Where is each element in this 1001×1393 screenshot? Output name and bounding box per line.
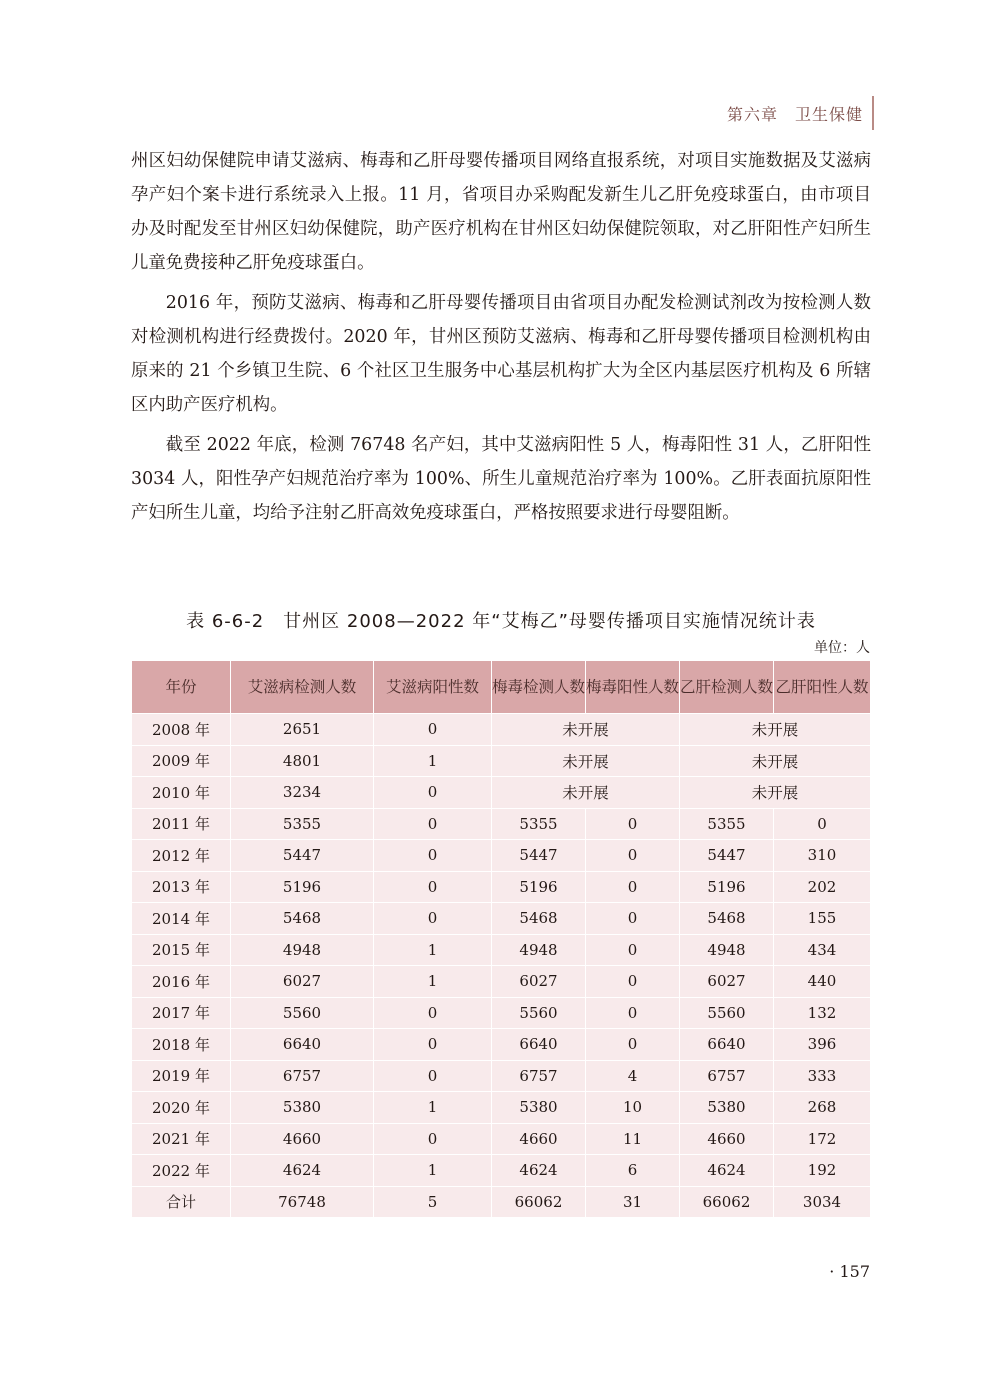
table-cell: 5560 — [680, 997, 774, 1029]
table-cell: 2014 年 — [132, 903, 231, 935]
column-header: 梅毒检测人数 — [492, 661, 586, 714]
table-cell: 0 — [586, 840, 680, 872]
table-cell: 0 — [586, 966, 680, 998]
table-cell: 5447 — [231, 840, 374, 872]
table-cell: 2019 年 — [132, 1060, 231, 1092]
table-cell: 10 — [586, 1092, 680, 1124]
table-cell: 4660 — [231, 1123, 374, 1155]
table-cell: 4 — [586, 1060, 680, 1092]
column-header: 艾滋病阳性数 — [374, 661, 492, 714]
total-cell: 76748 — [231, 1186, 374, 1218]
total-cell: 66062 — [492, 1186, 586, 1218]
table-cell: 2010 年 — [132, 777, 231, 809]
table-cell: 5355 — [231, 808, 374, 840]
table-cell: 2017 年 — [132, 997, 231, 1029]
table-row — [132, 840, 871, 872]
total-cell: 66062 — [680, 1186, 774, 1218]
table-cell: 0 — [374, 777, 492, 809]
table-cell: 155 — [774, 903, 871, 935]
chapter-title: 第六章 卫生保健 — [726, 105, 863, 124]
table-cell: 2016 年 — [132, 966, 231, 998]
table-cell: 132 — [774, 997, 871, 1029]
paragraph: 州区妇幼保健院申请艾滋病、梅毒和乙肝母婴传播项目网络直报系统，对项目实施数据及艾滋病孕产妇个案卡进行系统录入上报。11 月，省项目办采购配发新生儿乙肝免疫球蛋白，由市项目办及时配发至甘州区妇幼保健院，助产医疗机构在甘州区妇幼保健院领取，对乙肝阳性产妇所生儿童免费接种乙肝免疫球蛋白。 — [131, 151, 871, 273]
table-cell: 5196 — [492, 871, 586, 903]
table-cell: 5380 — [231, 1092, 374, 1124]
table-body — [132, 714, 871, 1218]
table-cell: 6027 — [231, 966, 374, 998]
table-cell: 0 — [374, 808, 492, 840]
total-cell: 合计 — [132, 1186, 231, 1218]
table-cell: 5560 — [231, 997, 374, 1029]
table-cell: 6640 — [492, 1029, 586, 1061]
paragraph: 2016 年，预防艾滋病、梅毒和乙肝母婴传播项目由省项目办配发检测试剂改为按检测人数对检测机构进行经费拨付。2020 年，甘州区预防艾滋病、梅毒和乙肝母婴传播项目检测机构由原来的 21 个乡镇卫生院、6 个社区卫生服务中心基层机构扩大为全区内基层医疗机构及 6 所辖区内助产医疗机构。 — [131, 293, 871, 415]
table-row — [132, 1060, 871, 1092]
table-cell: 4948 — [492, 934, 586, 966]
table-cell: 6757 — [231, 1060, 374, 1092]
table-cell: 4948 — [680, 934, 774, 966]
table-cell: 2013 年 — [132, 871, 231, 903]
table-row — [132, 903, 871, 935]
table-unit: 单位：人 — [814, 640, 870, 656]
table-cell: 6640 — [231, 1029, 374, 1061]
table-cell: 3234 — [231, 777, 374, 809]
table-cell: 6027 — [492, 966, 586, 998]
table-cell: 4948 — [231, 934, 374, 966]
table-row — [132, 934, 871, 966]
table-title: 表 6-6-2 甘州区 2008—2022 年“艾梅乙”母婴传播项目实施情况统计表 — [186, 611, 816, 632]
table-cell: 5196 — [231, 871, 374, 903]
not-started-cell: 未开展 — [680, 777, 871, 809]
table-cell: 333 — [774, 1060, 871, 1092]
table-cell: 5380 — [680, 1092, 774, 1124]
table-cell: 4624 — [680, 1155, 774, 1187]
not-started-cell: 未开展 — [680, 714, 871, 746]
table-cell: 4801 — [231, 745, 374, 777]
not-started-cell: 未开展 — [680, 745, 871, 777]
page-number: · 157 — [829, 1262, 870, 1281]
table-cell: 2021 年 — [132, 1123, 231, 1155]
table-cell: 1 — [374, 745, 492, 777]
column-header: 乙肝阳性人数 — [774, 661, 871, 714]
table-cell: 0 — [374, 1029, 492, 1061]
table-cell: 11 — [586, 1123, 680, 1155]
table-cell: 6 — [586, 1155, 680, 1187]
table-cell: 6640 — [680, 1029, 774, 1061]
table-header-row — [132, 661, 871, 714]
table-cell: 0 — [586, 808, 680, 840]
table-cell: 2012 年 — [132, 840, 231, 872]
table-cell: 5560 — [492, 997, 586, 1029]
table-cell: 0 — [586, 871, 680, 903]
running-header — [0, 96, 1001, 132]
column-header: 年份 — [132, 661, 231, 714]
table-cell: 2011 年 — [132, 808, 231, 840]
table-cell: 5468 — [492, 903, 586, 935]
table-cell: 2022 年 — [132, 1155, 231, 1187]
table-cell: 0 — [374, 840, 492, 872]
table-cell: 2018 年 — [132, 1029, 231, 1061]
table-row — [132, 966, 871, 998]
table-cell: 6757 — [680, 1060, 774, 1092]
table-cell: 5468 — [680, 903, 774, 935]
table-cell: 0 — [374, 714, 492, 746]
table-row — [132, 714, 871, 746]
table-cell: 0 — [374, 871, 492, 903]
table-cell: 0 — [586, 903, 680, 935]
total-row — [132, 1186, 871, 1218]
table-cell: 6757 — [492, 1060, 586, 1092]
not-started-cell: 未开展 — [492, 777, 680, 809]
table-cell: 396 — [774, 1029, 871, 1061]
table-cell: 1 — [374, 966, 492, 998]
table-cell: 4624 — [231, 1155, 374, 1187]
table-cell: 5447 — [680, 840, 774, 872]
table-cell: 1 — [374, 1092, 492, 1124]
table-cell: 6027 — [680, 966, 774, 998]
table-row — [132, 1092, 871, 1124]
table-cell: 268 — [774, 1092, 871, 1124]
table-row — [132, 808, 871, 840]
table-cell: 0 — [374, 1123, 492, 1155]
table-cell: 192 — [774, 1155, 871, 1187]
table-cell: 2008 年 — [132, 714, 231, 746]
table-cell: 2009 年 — [132, 745, 231, 777]
table-cell: 172 — [774, 1123, 871, 1155]
total-cell: 31 — [586, 1186, 680, 1218]
table-cell: 2020 年 — [132, 1092, 231, 1124]
table-row — [132, 777, 871, 809]
table-row — [132, 871, 871, 903]
table-cell: 440 — [774, 966, 871, 998]
table-cell: 0 — [586, 997, 680, 1029]
paragraph: 截至 2022 年底，检测 76748 名产妇，其中艾滋病阳性 5 人，梅毒阳性 31 人，乙肝阳性 3034 人，阳性孕产妇规范治疗率为 100%、所生儿童规范治疗率为 100%。乙肝表面抗原阳性产妇所生儿童，均给予注射乙肝高效免疫球蛋白，严格按照要求进行母婴阻断。 — [131, 435, 871, 523]
table-row — [132, 997, 871, 1029]
table-cell: 1 — [374, 934, 492, 966]
table-cell: 2015 年 — [132, 934, 231, 966]
table-cell: 5355 — [680, 808, 774, 840]
not-started-cell: 未开展 — [492, 745, 680, 777]
total-cell: 5 — [374, 1186, 492, 1218]
table-cell: 0 — [586, 1029, 680, 1061]
body-text — [131, 144, 871, 536]
table-cell: 4660 — [680, 1123, 774, 1155]
table-cell: 5380 — [492, 1092, 586, 1124]
table-cell: 2651 — [231, 714, 374, 746]
table-cell: 4624 — [492, 1155, 586, 1187]
table-cell: 4660 — [492, 1123, 586, 1155]
table-cell: 0 — [374, 903, 492, 935]
table-cell: 5447 — [492, 840, 586, 872]
table-cell: 5468 — [231, 903, 374, 935]
table-cell: 434 — [774, 934, 871, 966]
column-header: 乙肝检测人数 — [680, 661, 774, 714]
table-cell: 5355 — [492, 808, 586, 840]
not-started-cell: 未开展 — [492, 714, 680, 746]
table-cell: 1 — [374, 1155, 492, 1187]
table-row — [132, 745, 871, 777]
table-cell: 202 — [774, 871, 871, 903]
table-row — [132, 1029, 871, 1061]
column-header: 梅毒阳性人数 — [586, 661, 680, 714]
table-row — [132, 1155, 871, 1187]
table-cell: 0 — [374, 997, 492, 1029]
table-cell: 0 — [374, 1060, 492, 1092]
table-cell: 310 — [774, 840, 871, 872]
total-cell: 3034 — [774, 1186, 871, 1218]
header-divider — [872, 96, 874, 130]
table-cell: 0 — [586, 934, 680, 966]
table-cell: 5196 — [680, 871, 774, 903]
column-header: 艾滋病检测人数 — [231, 661, 374, 714]
table-row — [132, 1123, 871, 1155]
statistics-table — [131, 660, 871, 1218]
table-cell: 0 — [774, 808, 871, 840]
